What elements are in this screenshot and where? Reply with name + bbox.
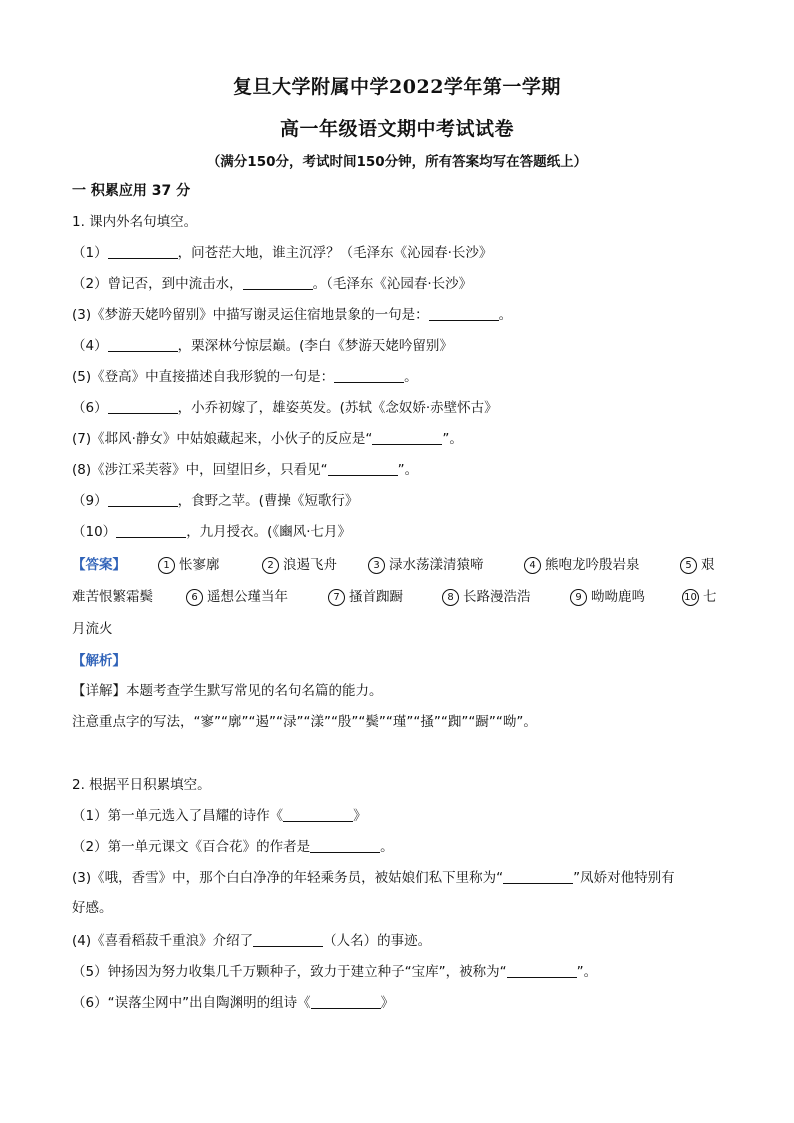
exam-instructions: （满分150分，考试时间150分钟，所有答案均写在答题纸上）: [206, 154, 588, 170]
answer-row-2: [72, 587, 724, 607]
answer-row-1: [72, 555, 724, 575]
question-2-stem: 2. 根据平日积累填空。: [72, 777, 211, 793]
answer-blank: [283, 807, 353, 822]
answer-item: 10 七: [682, 587, 717, 607]
answer-blank: [108, 337, 178, 352]
circled-number: 4: [524, 557, 541, 574]
answer-continuation: 难苦恨繁霜鬓: [72, 589, 153, 605]
answer-tag: 【答案】: [72, 557, 126, 573]
exam-title: 复旦大学附属中学2022学年第一学期: [233, 76, 561, 98]
analysis-detail: 【详解】本题考查学生默写常见的名句名篇的能力。: [72, 683, 383, 699]
answer-blank: [108, 244, 178, 259]
answer-item: 6 遥想公瑾当年: [186, 587, 288, 607]
q1-item-5: (5)《登高》中直接描述自我形貌的一句是： 。: [72, 369, 418, 385]
question-1-stem: 1. 课内外名句填空。: [72, 214, 198, 230]
circled-number: 2: [262, 557, 279, 574]
answer-blank: [507, 963, 577, 978]
answer-item: 8 长路漫浩浩: [442, 587, 531, 607]
section-heading: 一 积累应用 37 分: [72, 183, 191, 199]
circled-number: 7: [328, 589, 345, 606]
answer-blank: [311, 994, 381, 1009]
answer-blank: [429, 306, 499, 321]
circled-number: 10: [682, 589, 699, 606]
q1-item-8: (8)《涉江采芙蓉》中，回望旧乡，只看见“ ”。: [72, 462, 419, 478]
circled-number: 5: [680, 557, 697, 574]
q1-item-10: （10） ，九月授衣。(《豳风·七月》: [72, 524, 351, 540]
q1-item-4: （4） ，栗深林兮惊层巅。(李白《梦游天姥吟留别》: [72, 338, 453, 354]
q2-item-6: （6）“误落尘网中”出自陶渊明的组诗《 》: [72, 995, 395, 1011]
answer-item: 1 怅寥廓: [158, 555, 220, 575]
circled-number: 9: [570, 589, 587, 606]
answer-continuation: 月流火: [72, 621, 113, 637]
circled-number: 6: [186, 589, 203, 606]
q2-item-3: (3)《哦，香雪》中，那个白白净净的年轻乘务员，被姑娘们私下里称为“ ”凤娇对他特别有: [72, 870, 675, 886]
analysis-note: 注意重点字的写法，“寥”“廓”“遏”“渌”“漾”“殷”“鬓”“瑾”“搔”“踟”“蹰”“呦”。: [72, 714, 537, 730]
answer-blank: [328, 461, 398, 476]
circled-number: 8: [442, 589, 459, 606]
q1-item-6: （6） ，小乔初嫁了，雄姿英发。(苏轼《念奴娇·赤壁怀古》: [72, 400, 498, 416]
answer-item: 9 呦呦鹿鸣: [570, 587, 645, 607]
answer-blank: [108, 399, 178, 414]
answer-item: 4 熊咆龙吟殷岩泉: [524, 555, 640, 575]
circled-number: 1: [158, 557, 175, 574]
q1-item-2: （2）曾记否，到中流击水， 。（毛泽东《沁园春·长沙》: [72, 276, 473, 292]
answer-blank: [108, 492, 178, 507]
q1-item-9: （9） ，食野之苹。(曹操《短歌行》: [72, 493, 359, 509]
analysis-tag: 【解析】: [72, 653, 126, 669]
answer-item: 5 艰: [680, 555, 715, 575]
q1-item-1: （1） ，问苍茫大地，谁主沉浮？（毛泽东《沁园春·长沙》: [72, 245, 493, 261]
q1-item-7: (7)《邶风·静女》中姑娘藏起来，小伙子的反应是“ ”。: [72, 431, 463, 447]
answer-blank: [503, 869, 573, 884]
answer-item: 7 搔首踟蹰: [328, 587, 403, 607]
answer-blank: [253, 932, 323, 947]
answer-item: 2 浪遏飞舟: [262, 555, 337, 575]
answer-blank: [310, 838, 380, 853]
answer-blank: [372, 430, 442, 445]
q2-item-4: (4)《喜看稻菽千重浪》介绍了 （人名）的事迹。: [72, 933, 432, 949]
q2-item-2: （2）第一单元课文《百合花》的作者是 。: [72, 839, 394, 855]
answer-blank: [116, 523, 186, 538]
q2-item-1: （1）第一单元选入了昌耀的诗作《 》: [72, 808, 367, 824]
q1-item-3: (3)《梦游天姥吟留别》中描写谢灵运住宿地景象的一句是： 。: [72, 307, 513, 323]
q2-item-3-continuation: 好感。: [72, 900, 113, 916]
answer-blank: [243, 275, 313, 290]
answer-item: 3 渌水荡漾清猿啼: [368, 555, 484, 575]
answer-blank: [334, 368, 404, 383]
q2-item-5: （5）钟扬因为努力收集几千万颗种子，致力于建立种子“宝库”，被称为“ ”。: [72, 964, 598, 980]
circled-number: 3: [368, 557, 385, 574]
exam-subtitle-title: 高一年级语文期中考试试卷: [279, 118, 514, 140]
